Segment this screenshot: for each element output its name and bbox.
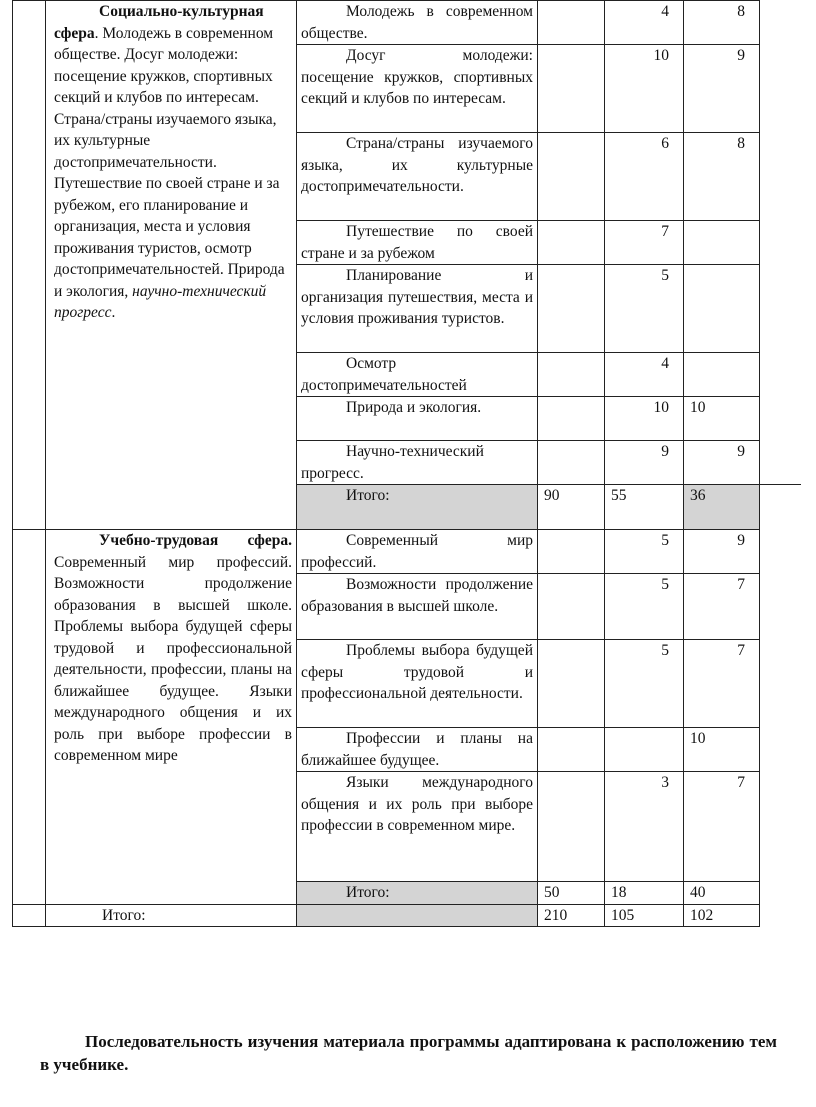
topic-cell: Современный мир профессий. (297, 530, 538, 574)
hours-a (538, 45, 605, 133)
topic-cell: Путешествие по своей стране и за рубежом (297, 221, 538, 265)
hours-b: 4 (605, 1, 684, 45)
hours-c: 7 (684, 640, 760, 728)
section-heading: Учебно-трудовая сфера. (99, 532, 292, 549)
hours-a (538, 441, 605, 485)
subtotal-b: 55 (605, 485, 684, 530)
section-heading: Социально-культурная сфера (54, 3, 264, 42)
table-row (13, 530, 760, 574)
hours-b: 10 (605, 397, 684, 441)
subtotal-a: 90 (538, 485, 605, 530)
hours-c: 9 (684, 45, 760, 133)
hours-c: 10 (684, 728, 760, 772)
grand-total-label: Итого: (46, 904, 297, 927)
table-row (13, 1, 760, 45)
hours-c: 7 (684, 574, 760, 640)
subtotal-a: 50 (538, 882, 605, 905)
subtotal-label: Итого: (297, 485, 538, 530)
hours-c (684, 221, 760, 265)
section-description: Социально-культурная сфера. Молодежь в современном обществе. Досуг молодежи: посещение кружков, спортивных секций и клубов по интересам. Страна/страны изучаемого языка, их культурные достопримечательности. Путешествие по своей стране и за рубежом, его планирование и организация, места и условия проживания туристов, осмотр достопримечательностей. Природа и экология, научно-технический прогресс. (46, 1, 297, 530)
footer-note: Последовательность изучения материала программы адаптирована к расположению тем в учебнике. (40, 1032, 777, 1074)
topic-cell: Страна/страны изучаемого языка, их культурные достопримечательности. (297, 133, 538, 221)
hours-b: 5 (605, 640, 684, 728)
curriculum-table (12, 0, 760, 927)
hours-a (538, 728, 605, 772)
hours-c: 7 (684, 772, 760, 882)
hours-c: 9 (684, 441, 760, 485)
grand-total-b: 105 (605, 904, 684, 927)
topic-cell: Языки международного общения и их роль при выборе профессии в современном мире. (297, 772, 538, 882)
grand-total-topic (297, 904, 538, 927)
grand-total-row (13, 904, 760, 927)
hours-a (538, 397, 605, 441)
subtotal-c: 36 (684, 485, 760, 530)
hours-a (538, 772, 605, 882)
hours-a (538, 530, 605, 574)
hours-c: 8 (684, 1, 760, 45)
hours-b: 10 (605, 45, 684, 133)
hours-a (538, 574, 605, 640)
hours-b (605, 728, 684, 772)
topic-cell: Планирование и организация путешествия, места и условия проживания туристов. (297, 265, 538, 353)
hours-a (538, 353, 605, 397)
section-description: Учебно-трудовая сфера. Современный мир профессий. Возможности продолжение образования в высшей школе. Проблемы выбора будущей сферы трудовой и профессиональной деятельности, профессии, планы на ближайшее будущее. Языки международного общения и их роль при выборе профессии в современном мире (46, 530, 297, 905)
topic-cell: Осмотр достопримечательностей (297, 353, 538, 397)
hours-b: 6 (605, 133, 684, 221)
topic-cell: Возможности продолжение образования в высшей школе. (297, 574, 538, 640)
hours-c: 8 (684, 133, 760, 221)
hours-c: 10 (684, 397, 760, 441)
hours-a (538, 133, 605, 221)
hours-b: 5 (605, 265, 684, 353)
hours-b: 4 (605, 353, 684, 397)
topic-cell: Природа и экология. (297, 397, 538, 441)
hours-b: 5 (605, 530, 684, 574)
subtotal-c: 40 (684, 882, 760, 905)
hours-b: 3 (605, 772, 684, 882)
index-cell (13, 904, 46, 927)
topic-cell: Научно-технический прогресс. (297, 441, 538, 485)
hours-a (538, 265, 605, 353)
hours-a (538, 1, 605, 45)
hours-c (684, 265, 760, 353)
grand-total-a: 210 (538, 904, 605, 927)
index-cell (13, 1, 46, 530)
topic-cell: Профессии и планы на ближайшее будущее. (297, 728, 538, 772)
topic-cell: Проблемы выбора будущей сферы трудовой и профессиональной деятельности. (297, 640, 538, 728)
subtotal-label: Итого: (297, 882, 538, 905)
hours-b: 9 (605, 441, 684, 485)
hours-c: 9 (684, 530, 760, 574)
subtotal-b: 18 (605, 882, 684, 905)
hours-a (538, 640, 605, 728)
hours-b: 5 (605, 574, 684, 640)
hours-a (538, 221, 605, 265)
table-border-extension (759, 484, 801, 485)
topic-cell: Молодежь в современном обществе. (297, 1, 538, 45)
index-cell (13, 530, 46, 905)
grand-total-c: 102 (684, 904, 760, 927)
hours-c (684, 353, 760, 397)
topic-cell: Досуг молодежи: посещение кружков, спортивных секций и клубов по интересам. (297, 45, 538, 133)
hours-b: 7 (605, 221, 684, 265)
